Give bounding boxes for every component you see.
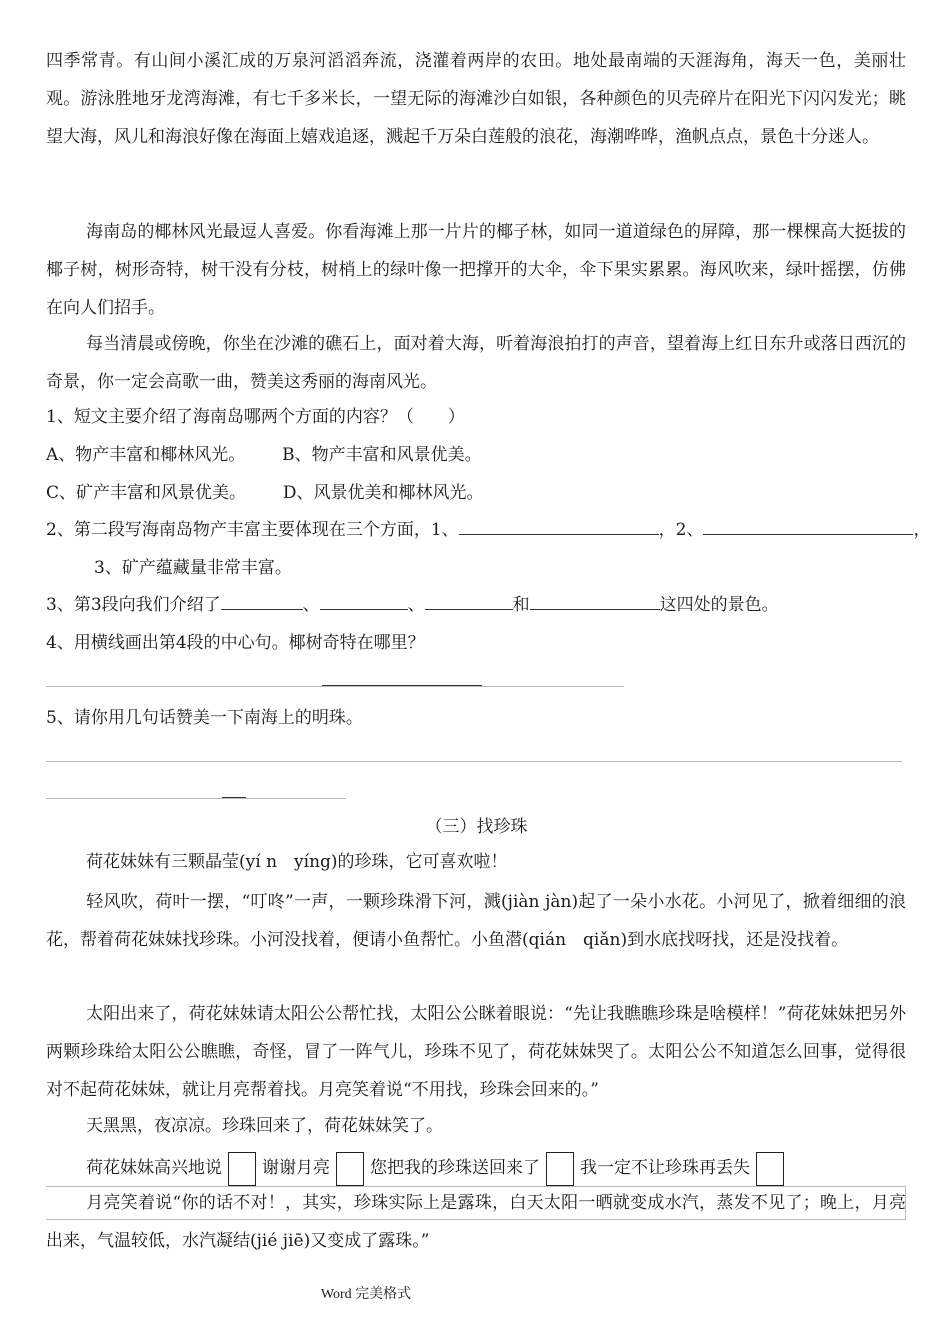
paragraph-coconut-grove xyxy=(46,213,906,327)
section-title xyxy=(46,815,906,839)
option-d[interactable]: D、风景优美和椰林风光。 xyxy=(282,483,484,503)
question-1: 1、短文主要介绍了海南岛哪两个方面的内容？（ ） xyxy=(46,407,465,427)
question-1-options-cd xyxy=(46,481,483,505)
answer-line-5-mark xyxy=(222,797,246,798)
punctuation-box-2[interactable] xyxy=(336,1152,364,1186)
answer-line-5-1[interactable] xyxy=(46,761,902,762)
answer-line-4-mark xyxy=(322,685,482,686)
punctuation-box-3[interactable] xyxy=(546,1152,574,1186)
paragraph-scenery: 四季常青。有山间小溪汇成的万泉河滔滔奔流，浇灌着两岸的农田。地处最南端的天涯海角，海天一色，美丽壮观。游泳胜地牙龙湾海滩，有七千多米长，一望无际的海滩沙白如银，各种颜色的贝壳碎片在阳光下闪闪发光；眺望大海，风儿和海浪好像在海面上嬉戏追逐，溅起千万朵白莲般的浪花，海潮哗哗，渔帆点点，景色十分迷人。 xyxy=(46,51,906,147)
paragraph-coconut-text: 海南岛的椰林风光最逗人喜爱。你看海滩上那一片片的椰子林，如同一道道绿色的屏障，那一棵棵高大挺拔的椰子树，树形奇特，树干没有分枝，树梢上的绿叶像一把撑开的大伞，伞下果实累累。海风吹来，绿叶摇摆，仿佛在向人们招手。 xyxy=(46,222,906,318)
punctuation-box-1[interactable] xyxy=(228,1152,256,1186)
story-paragraph-1-text: 荷花妹妹有三颗晶莹(yí n yíng)的珍珠，它可喜欢啦！ xyxy=(86,852,508,872)
question-4: 4、用横线画出第4段的中心句。椰树奇特在哪里？ xyxy=(46,633,425,653)
question-3-sep-2: 、 xyxy=(407,595,425,615)
exercise-part-2: 谢谢月亮 xyxy=(262,1158,330,1178)
question-3-end: 这四处的景色。 xyxy=(659,595,779,615)
story-paragraph-3 xyxy=(46,995,906,1109)
exercise-part-1: 荷花妹妹高兴地说 xyxy=(86,1158,222,1178)
question-2-separator: ，2、 xyxy=(658,520,704,540)
story-paragraph-4 xyxy=(46,1107,906,1145)
answer-blank-3-2[interactable] xyxy=(320,593,408,610)
question-3-and: 和 xyxy=(512,595,530,615)
story-paragraph-3-text: 太阳出来了，荷花妹妹请太阳公公帮忙找，太阳公公眯着眼说：“先让我瞧瞧珍珠是啥模样！”荷花妹妹把另外两颗珍珠给太阳公公瞧瞧，奇怪，冒了一阵气儿，珍珠不见了，荷花妹妹哭了。太阳公公不知道怎么回事，觉得很对不起荷花妹妹，就让月亮帮着找。月亮笑着说“不用找，珍珠会回来的。” xyxy=(46,1004,906,1100)
footer-text: Word 完美格式 xyxy=(320,1287,412,1302)
story-paragraph-4-text: 天黑黑，夜凉凉。珍珠回来了，荷花妹妹笑了。 xyxy=(86,1116,443,1136)
question-3-prefix: 3、第3段向我们介绍了 xyxy=(46,595,221,615)
exercise-part-4: 我一定不让珍珠再丢失 xyxy=(580,1158,750,1178)
option-c[interactable]: C、矿产丰富和风景优美。 xyxy=(46,483,247,503)
punctuation-box-4[interactable] xyxy=(756,1152,784,1186)
story-paragraph-2 xyxy=(46,883,906,959)
story-paragraph-6 xyxy=(46,1184,906,1260)
answer-blank-3-3[interactable] xyxy=(425,593,513,610)
answer-line-4[interactable] xyxy=(46,686,624,687)
answer-blank-3-1[interactable] xyxy=(221,593,303,610)
answer-line-5-2[interactable] xyxy=(46,798,346,799)
question-1-options-ab xyxy=(46,443,482,467)
story-paragraph-2-text: 轻风吹，荷叶一摆，“叮咚”一声，一颗珍珠滑下河，溅(jiàn jàn)起了一朵小水花。小河见了，掀着细细的浪花，帮着荷花妹妹找珍珠。小河没找着，便请小鱼帮忙。小鱼潜(qián qiǎn)到水底找呀找，还是没找着。 xyxy=(46,892,906,950)
section-title-text: （三）找珍珠 xyxy=(425,817,528,837)
answer-blank-2-1[interactable] xyxy=(459,518,659,535)
question-5: 5、请你用几句话赞美一下南海上的明珠。 xyxy=(46,708,363,728)
question-3-sep-1: 、 xyxy=(302,595,320,615)
answer-blank-2-2[interactable] xyxy=(703,518,913,535)
paragraph-sunset-text: 每当清晨或傍晚，你坐在沙滩的礁石上，面对着大海，听着海浪拍打的声音，望着海上红日东升或落日西沉的奇景，你一定会高歌一曲，赞美这秀丽的海南风光。 xyxy=(46,334,906,392)
story-paragraph-6-text: 月亮笑着说“你的话不对！，其实，珍珠实际上是露珠，白天太阳一晒就变成水汽，蒸发不见了；晚上，月亮出来，气温较低，水汽凝结(jié jiē)又变成了露珠。” xyxy=(46,1193,906,1251)
exercise-part-3: 您把我的珍珠送回来了 xyxy=(370,1158,540,1178)
punctuation-exercise xyxy=(46,1148,790,1188)
option-a[interactable]: A、物产丰富和椰林风光。 xyxy=(46,445,246,465)
paragraph-sunset xyxy=(46,325,906,401)
question-2-prefix: 2、第二段写海南岛物产丰富主要体现在三个方面，1、 xyxy=(46,520,459,540)
question-2 xyxy=(46,518,930,542)
story-paragraph-1 xyxy=(46,843,906,881)
option-b[interactable]: B、物产丰富和风景优美。 xyxy=(282,445,482,465)
question-3 xyxy=(46,593,779,617)
answer-blank-3-4[interactable] xyxy=(530,593,660,610)
question-2-line2: 3、矿产蕴藏量非常丰富。 xyxy=(94,558,292,578)
question-2-end: ， xyxy=(913,520,931,540)
